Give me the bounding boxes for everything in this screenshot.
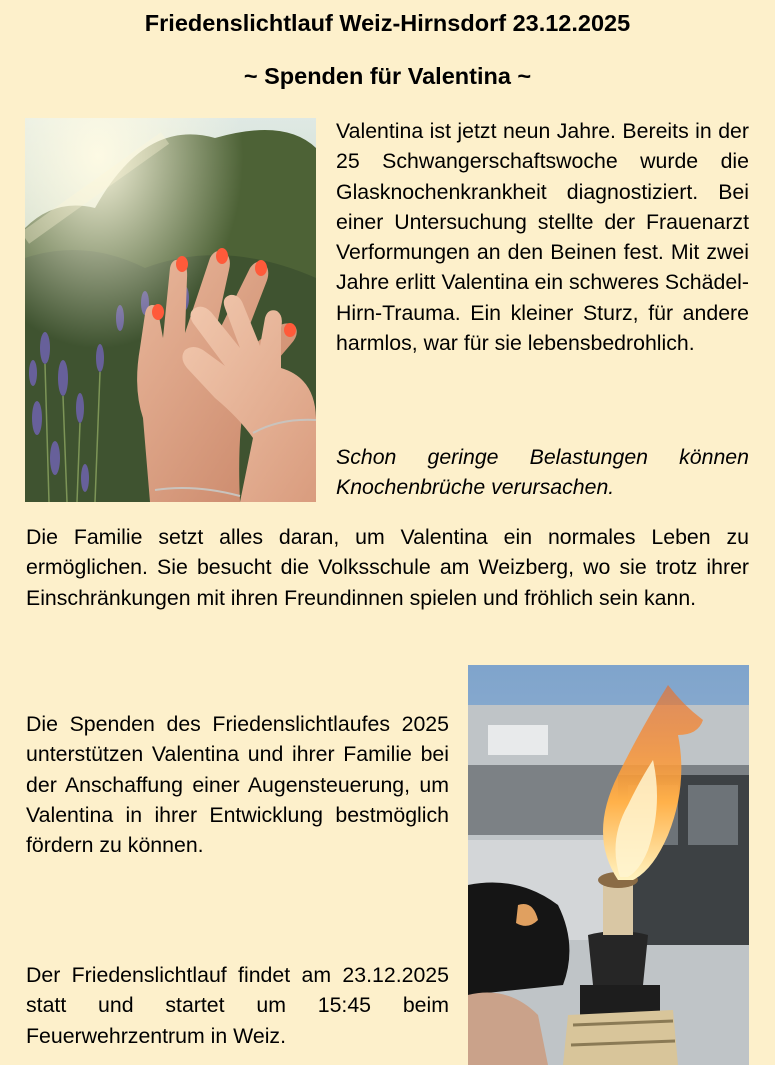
event-paragraph: Der Friedenslichtlauf findet am 23.12.2025 statt und startet um 15:45 beim Feuerwehrzentrum in Weiz. (26, 963, 449, 1048)
page-subtitle: ~ Spenden für Valentina ~ (243, 63, 532, 89)
hands-photo (25, 118, 316, 502)
intro-paragraph: Valentina ist jetzt neun Jahre. Bereits in der 25 Schwangerschaftswoche wurde die Glasknochenkrankheit diagnostiziert. Bei einer Untersuchung stellte der Frauenarzt Verformungen an den Beinen fest. Mit zwei Jahre erlitt Valentina ein schweres Schädel-Hirn-Trauma. Ein kleiner Sturz, für andere harmlos, war für sie lebensbedrohlich. (336, 119, 749, 356)
page-title: Friedenslichtlauf Weiz-Hirnsdorf 23.12.2025 (144, 10, 631, 36)
family-paragraph: Die Familie setzt alles daran, um Valentina ein normales Leben zu ermöglichen. Sie besucht die Volksschule am Weizberg, wo sie trotz ihrer Einschränkungen mit ihren Freundinnen spielen und fröhlich sein kann. (26, 525, 749, 610)
torch-photo (468, 665, 749, 1065)
intro-italic-note: Schon geringe Belastungen können Knochenbrüche verursachen. (336, 445, 749, 500)
donation-paragraph: Die Spenden des Friedenslichtlaufes 2025 unterstützen Valentina und ihrer Familie bei der Anschaffung einer Augensteuerung, um Valentina in ihrer Entwicklung bestmöglich fördern zu können. (26, 712, 449, 858)
